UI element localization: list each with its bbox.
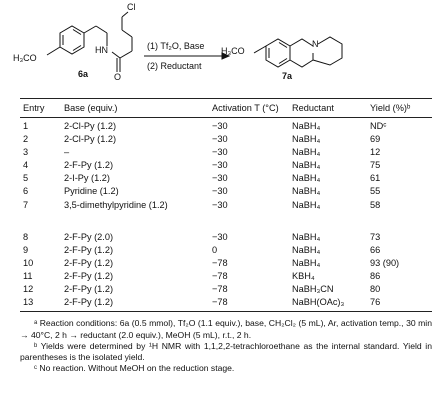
cell-entry: 5 xyxy=(23,173,29,184)
cell-temp: −30 xyxy=(212,231,228,242)
nitrogen-label: N xyxy=(312,39,319,49)
substrate-label: 6a xyxy=(78,69,89,79)
cell-entry: 12 xyxy=(23,284,34,295)
cell-yield: 93 (90) xyxy=(370,257,400,268)
table-row xyxy=(20,120,432,133)
cell-reductant: NaBH(OAc)₃ xyxy=(292,297,345,308)
cell-entry: 13 xyxy=(23,297,34,308)
cell-temp: −30 xyxy=(212,121,228,131)
cell-reductant: NaBH₄ xyxy=(292,160,321,171)
cell-reductant: NaBH₄ xyxy=(292,186,321,197)
cell-yield: 86 xyxy=(370,271,381,282)
cell-base: – xyxy=(64,147,70,158)
cell-base: 2-F-Py (1.2) xyxy=(64,297,114,308)
cell-entry: 2 xyxy=(23,134,29,145)
cell-temp: −30 xyxy=(212,160,228,171)
table-row xyxy=(20,231,432,244)
footnote-a: ᵃ Reaction conditions: 6a (0.5 mmol), Tf₂O (1.1 equiv.), base, CH₂Cl₂ (5 mL), Ar, activation temp., 30 min → 40°C, 2 h → reductant (2.0 equiv.), MeOH (5 mL), r.t., 2 h. xyxy=(20,318,432,340)
cell-base: 2-F-Py (1.2) xyxy=(64,244,114,255)
cell-entry: 9 xyxy=(23,244,29,255)
product-label: 7a xyxy=(282,71,293,81)
cell-yield: 76 xyxy=(370,297,381,308)
cell-reductant: NaBH₄ xyxy=(292,231,321,242)
cell-yield: 73 xyxy=(370,231,381,242)
cell-base: 2-F-Py (2.0) xyxy=(64,231,114,242)
cell-temp: −30 xyxy=(212,199,228,210)
cell-reductant: NaBH₄ xyxy=(292,244,321,255)
reaction-scheme xyxy=(0,0,442,94)
step2-conditions: (2) Reductant xyxy=(147,61,202,71)
table-row xyxy=(20,257,432,270)
table-row xyxy=(20,133,432,146)
header-base: Base (equiv.) xyxy=(64,103,118,113)
product-ome-bond xyxy=(254,46,266,53)
table-row xyxy=(20,172,432,185)
optimization-table xyxy=(20,98,432,374)
table-row xyxy=(20,296,432,309)
table-header xyxy=(20,99,432,117)
cell-temp: −30 xyxy=(212,173,228,184)
substrate-ome-bond xyxy=(47,47,60,55)
chlorine-label: Cl xyxy=(127,2,136,12)
cell-temp: −30 xyxy=(212,147,228,158)
cell-reductant: NaBH₄ xyxy=(292,134,321,145)
cell-base: 2-F-Py (1.2) xyxy=(64,284,114,295)
cell-base: 2-F-Py (1.2) xyxy=(64,160,114,171)
substrate-ethyl-chain xyxy=(84,26,96,33)
nh-label: HN xyxy=(95,45,108,55)
cell-yield: 55 xyxy=(370,186,381,197)
footnote-c: ᶜ No reaction. Without MeOH on the reduction stage. xyxy=(34,363,235,374)
cell-temp: −78 xyxy=(212,257,228,268)
table-footnotes xyxy=(20,318,432,374)
cell-reductant: NaBH₄ xyxy=(292,121,321,131)
header-entry: Entry xyxy=(23,103,45,113)
cell-base: 3,5-dimethylpyridine (1.2) xyxy=(64,199,168,210)
product-methoxy-label: H₃CO xyxy=(221,46,245,56)
header-yield: Yield (%)ᵇ xyxy=(370,103,411,113)
table-row xyxy=(20,283,432,296)
cell-base: 2-F-Py (1.2) xyxy=(64,257,114,268)
table-row xyxy=(20,159,432,172)
cell-entry: 4 xyxy=(23,160,29,171)
cell-reductant: NaBH₄ xyxy=(292,199,321,210)
cell-yield: 58 xyxy=(370,199,381,210)
cell-temp: −30 xyxy=(212,186,228,197)
chloro-chain xyxy=(120,51,132,58)
cell-reductant: NaBH₄ xyxy=(292,257,321,268)
cell-entry: 11 xyxy=(23,271,33,282)
table-row xyxy=(20,244,432,257)
substrate-methoxy-label: H₃CO xyxy=(13,53,37,63)
cell-reductant: KBH₄ xyxy=(292,271,315,282)
cell-entry: 3 xyxy=(23,147,29,158)
table-bottom-rule xyxy=(20,311,432,312)
cell-entry: 10 xyxy=(23,257,34,268)
cell-yield: 61 xyxy=(370,173,381,184)
cell-temp: −78 xyxy=(212,271,228,282)
cell-entry: 8 xyxy=(23,231,29,242)
table-row xyxy=(20,185,432,198)
cell-temp: −30 xyxy=(212,134,228,145)
cell-temp: −78 xyxy=(212,297,228,308)
substrate-benzene-ring xyxy=(60,26,84,54)
cell-reductant: NaBH₃CN xyxy=(292,284,334,295)
cell-entry: 7 xyxy=(23,199,29,210)
table-row xyxy=(20,270,432,283)
cell-yield: 80 xyxy=(370,284,381,295)
table-row xyxy=(20,146,432,159)
cell-reductant: NaBH₄ xyxy=(292,173,321,184)
amide-bond xyxy=(112,52,120,58)
cell-yield: 75 xyxy=(370,160,381,171)
cell-temp: 0 xyxy=(212,244,218,255)
step1-conditions: (1) Tf₂O, Base xyxy=(147,41,205,51)
cell-reductant: NaBH₄ xyxy=(292,147,321,158)
cell-base: 2-Cl-Py (1.2) xyxy=(64,121,117,131)
cell-base: 2-I-Py (1.2) xyxy=(64,173,110,184)
cell-base: 2-F-Py (1.2) xyxy=(64,271,114,282)
header-reductant: Reductant xyxy=(292,103,334,113)
cell-yield: 69 xyxy=(370,134,381,145)
cell-yield: 12 xyxy=(370,147,381,158)
product-benzene-ring xyxy=(266,39,290,67)
cell-base: Pyridine (1.2) xyxy=(64,186,119,197)
product-piperidine-ring xyxy=(290,39,313,46)
cell-yield: NDᶜ xyxy=(370,121,387,131)
cell-temp: −78 xyxy=(212,284,228,295)
cell-entry: 6 xyxy=(23,186,29,197)
header-temp: Activation T (°C) xyxy=(212,103,279,113)
cell-base: 2-Cl-Py (1.2) xyxy=(64,134,117,145)
table-body xyxy=(20,118,432,309)
cell-entry: 1 xyxy=(23,121,29,131)
carbonyl-o-label: O xyxy=(114,72,122,82)
cell-yield: 66 xyxy=(370,244,381,255)
footnote-b: ᵇ Yields were determined by ¹H NMR with 1,1,2,2-tetrachloroethane as the internal standard. Yield in parentheses is the isolated yield. xyxy=(20,340,432,362)
table-row xyxy=(20,199,432,225)
